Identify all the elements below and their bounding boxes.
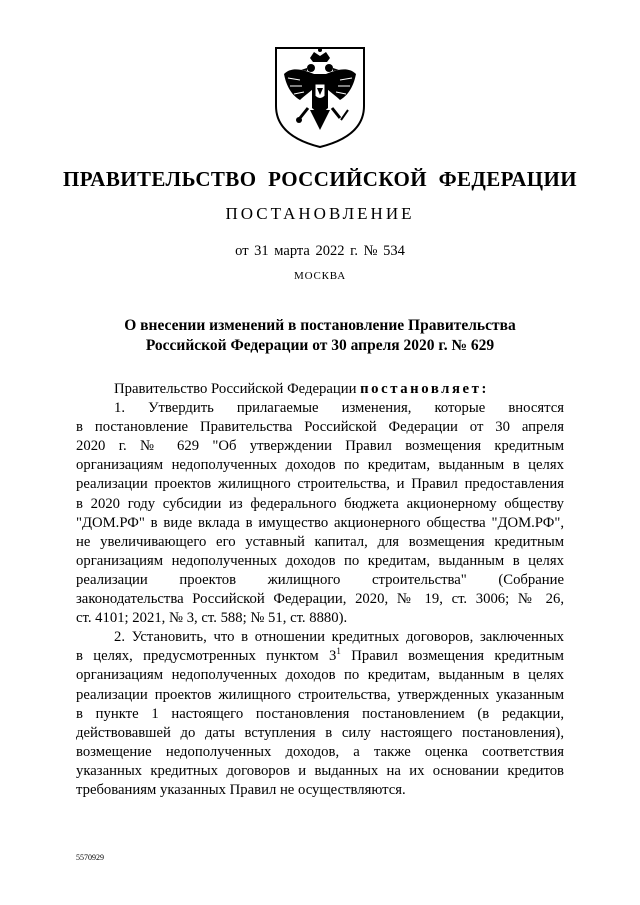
p2-line: реализации проектов жилищного строительства, утвержденных указанным [76, 686, 564, 703]
p1-line: 1. Утвердить прилагаемые изменения, которые вносятся [114, 400, 564, 417]
document-type: ПОСТАНОВЛЕНИЕ [225, 204, 415, 223]
p1-line: 2020 г. № 629 "Об утверждении Правил возмещения кредитным [76, 438, 564, 455]
preamble-verb: постановляет: [360, 381, 489, 397]
p2-line: в пункте 1 настоящего постановления постановлением (в редакции, [76, 705, 564, 722]
document-subject [0, 316, 640, 356]
subject-line-2: Российской Федерации от 30 апреля 2020 г. № 629 [145, 337, 495, 354]
document-number: 5570929 [76, 853, 104, 862]
preamble [76, 380, 564, 399]
p1-line: организациям недополученных доходов по кредитам, выданным в целях [76, 457, 564, 474]
p1-line: организациям недополученных доходов по кредитам, выданным в целях [76, 552, 564, 569]
p1-line: в постановление Правительства Российской Федерации от 30 апреля [76, 419, 564, 436]
preamble-prefix: Правительство Российской Федерации [114, 381, 361, 397]
p1-line: "ДОМ.РФ" в виде вклада в имущество акционерного общества "ДОМ.РФ", [76, 514, 564, 531]
p2-line: действовавшей до даты вступления в силу настоящего постановления), [76, 724, 564, 741]
p2-line: 2. Установить, что в отношении кредитных договоров, заключенных [114, 629, 564, 646]
date-and-number: от 31 марта 2022 г. № 534 [235, 243, 405, 259]
p2-text-after: Правил возмещения кредитным [340, 648, 564, 665]
p2-line-with-superscript [76, 647, 564, 666]
p1-line: реализации проектов жилищного строительства, и Правил предоставления [76, 476, 564, 493]
city: МОСКВА [294, 270, 346, 282]
p1-line: не увеличивающего его уставный капитал, для возмещения кредитным [76, 533, 564, 550]
p1-line: в 2020 году субсидии из федерального бюджета акционерному обществу [76, 495, 564, 512]
p2-line: организациям недополученных доходов по кредитам, выданным в целях [76, 667, 564, 684]
p1-line: законодательства Российской Федерации, 2020, № 19, ст. 3006; № 26, [76, 591, 564, 608]
p2-line: требованиям указанных Правил не осуществляются. [76, 781, 406, 798]
p2-line: возмещение недополученных доходов, а также оценка соответствия [76, 743, 564, 760]
document-body [76, 380, 564, 800]
p2-text-before: в целях, предусмотренных пунктом 3 [76, 648, 337, 665]
p2-line: указанных кредитных договоров и выданных на их основании кредитов [76, 762, 564, 779]
p1-line: ст. 4101; 2021, № 3, ст. 588; № 51, ст. 8880). [76, 610, 348, 627]
government-title: ПРАВИТЕЛЬСТВО РОССИЙСКОЙ ФЕДЕРАЦИИ [63, 167, 577, 191]
subject-line-1: О внесении изменений в постановление Правительства [124, 317, 516, 334]
coat-of-arms-emblem [270, 44, 370, 150]
p1-line: реализации проектов жилищного строительства" (Собрание [76, 571, 564, 588]
p2-superscript: 1 [336, 647, 341, 657]
